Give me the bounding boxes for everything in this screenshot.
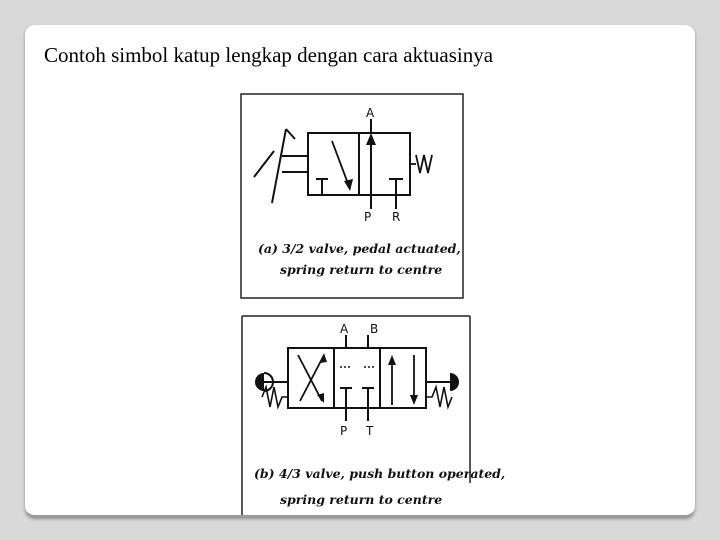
spring-left-icon [262, 387, 288, 407]
valve-body-a [308, 133, 410, 195]
spring-icon [410, 155, 432, 173]
port-label-t: T [366, 424, 374, 438]
spring-right-icon [426, 387, 452, 407]
slide-title: Contoh simbol katup lengkap dengan cara aktuasinya [44, 43, 494, 67]
slide [25, 25, 695, 517]
port-label-a: A [366, 106, 375, 120]
push-button-left-icon [255, 373, 288, 391]
port-label-a: A [340, 322, 349, 336]
diagram-a-3-2-valve [240, 93, 464, 299]
caption-b-line1: (b) 4/3 valve, push button operated, [254, 466, 506, 481]
port-label-b: B [370, 322, 379, 336]
port-label-r: R [392, 210, 401, 224]
left-position-symbol [316, 141, 353, 195]
caption-a-line2: spring return to centre [280, 262, 443, 277]
centre-position-symbol [340, 367, 374, 408]
right-position-symbol [388, 355, 418, 405]
diagram-b-4-3-valve [240, 315, 506, 515]
push-button-right-icon [426, 373, 459, 391]
port-label-p: P [364, 210, 372, 224]
port-label-p: P [340, 424, 348, 438]
pedal-actuator-icon [254, 129, 308, 203]
right-position-symbol [366, 133, 403, 195]
caption-b-line2: spring return to centre [280, 492, 443, 507]
left-position-symbol [298, 353, 327, 403]
caption-a-line1: (a) 3/2 valve, pedal actuated, [258, 241, 461, 256]
valve-body-b [288, 348, 426, 408]
